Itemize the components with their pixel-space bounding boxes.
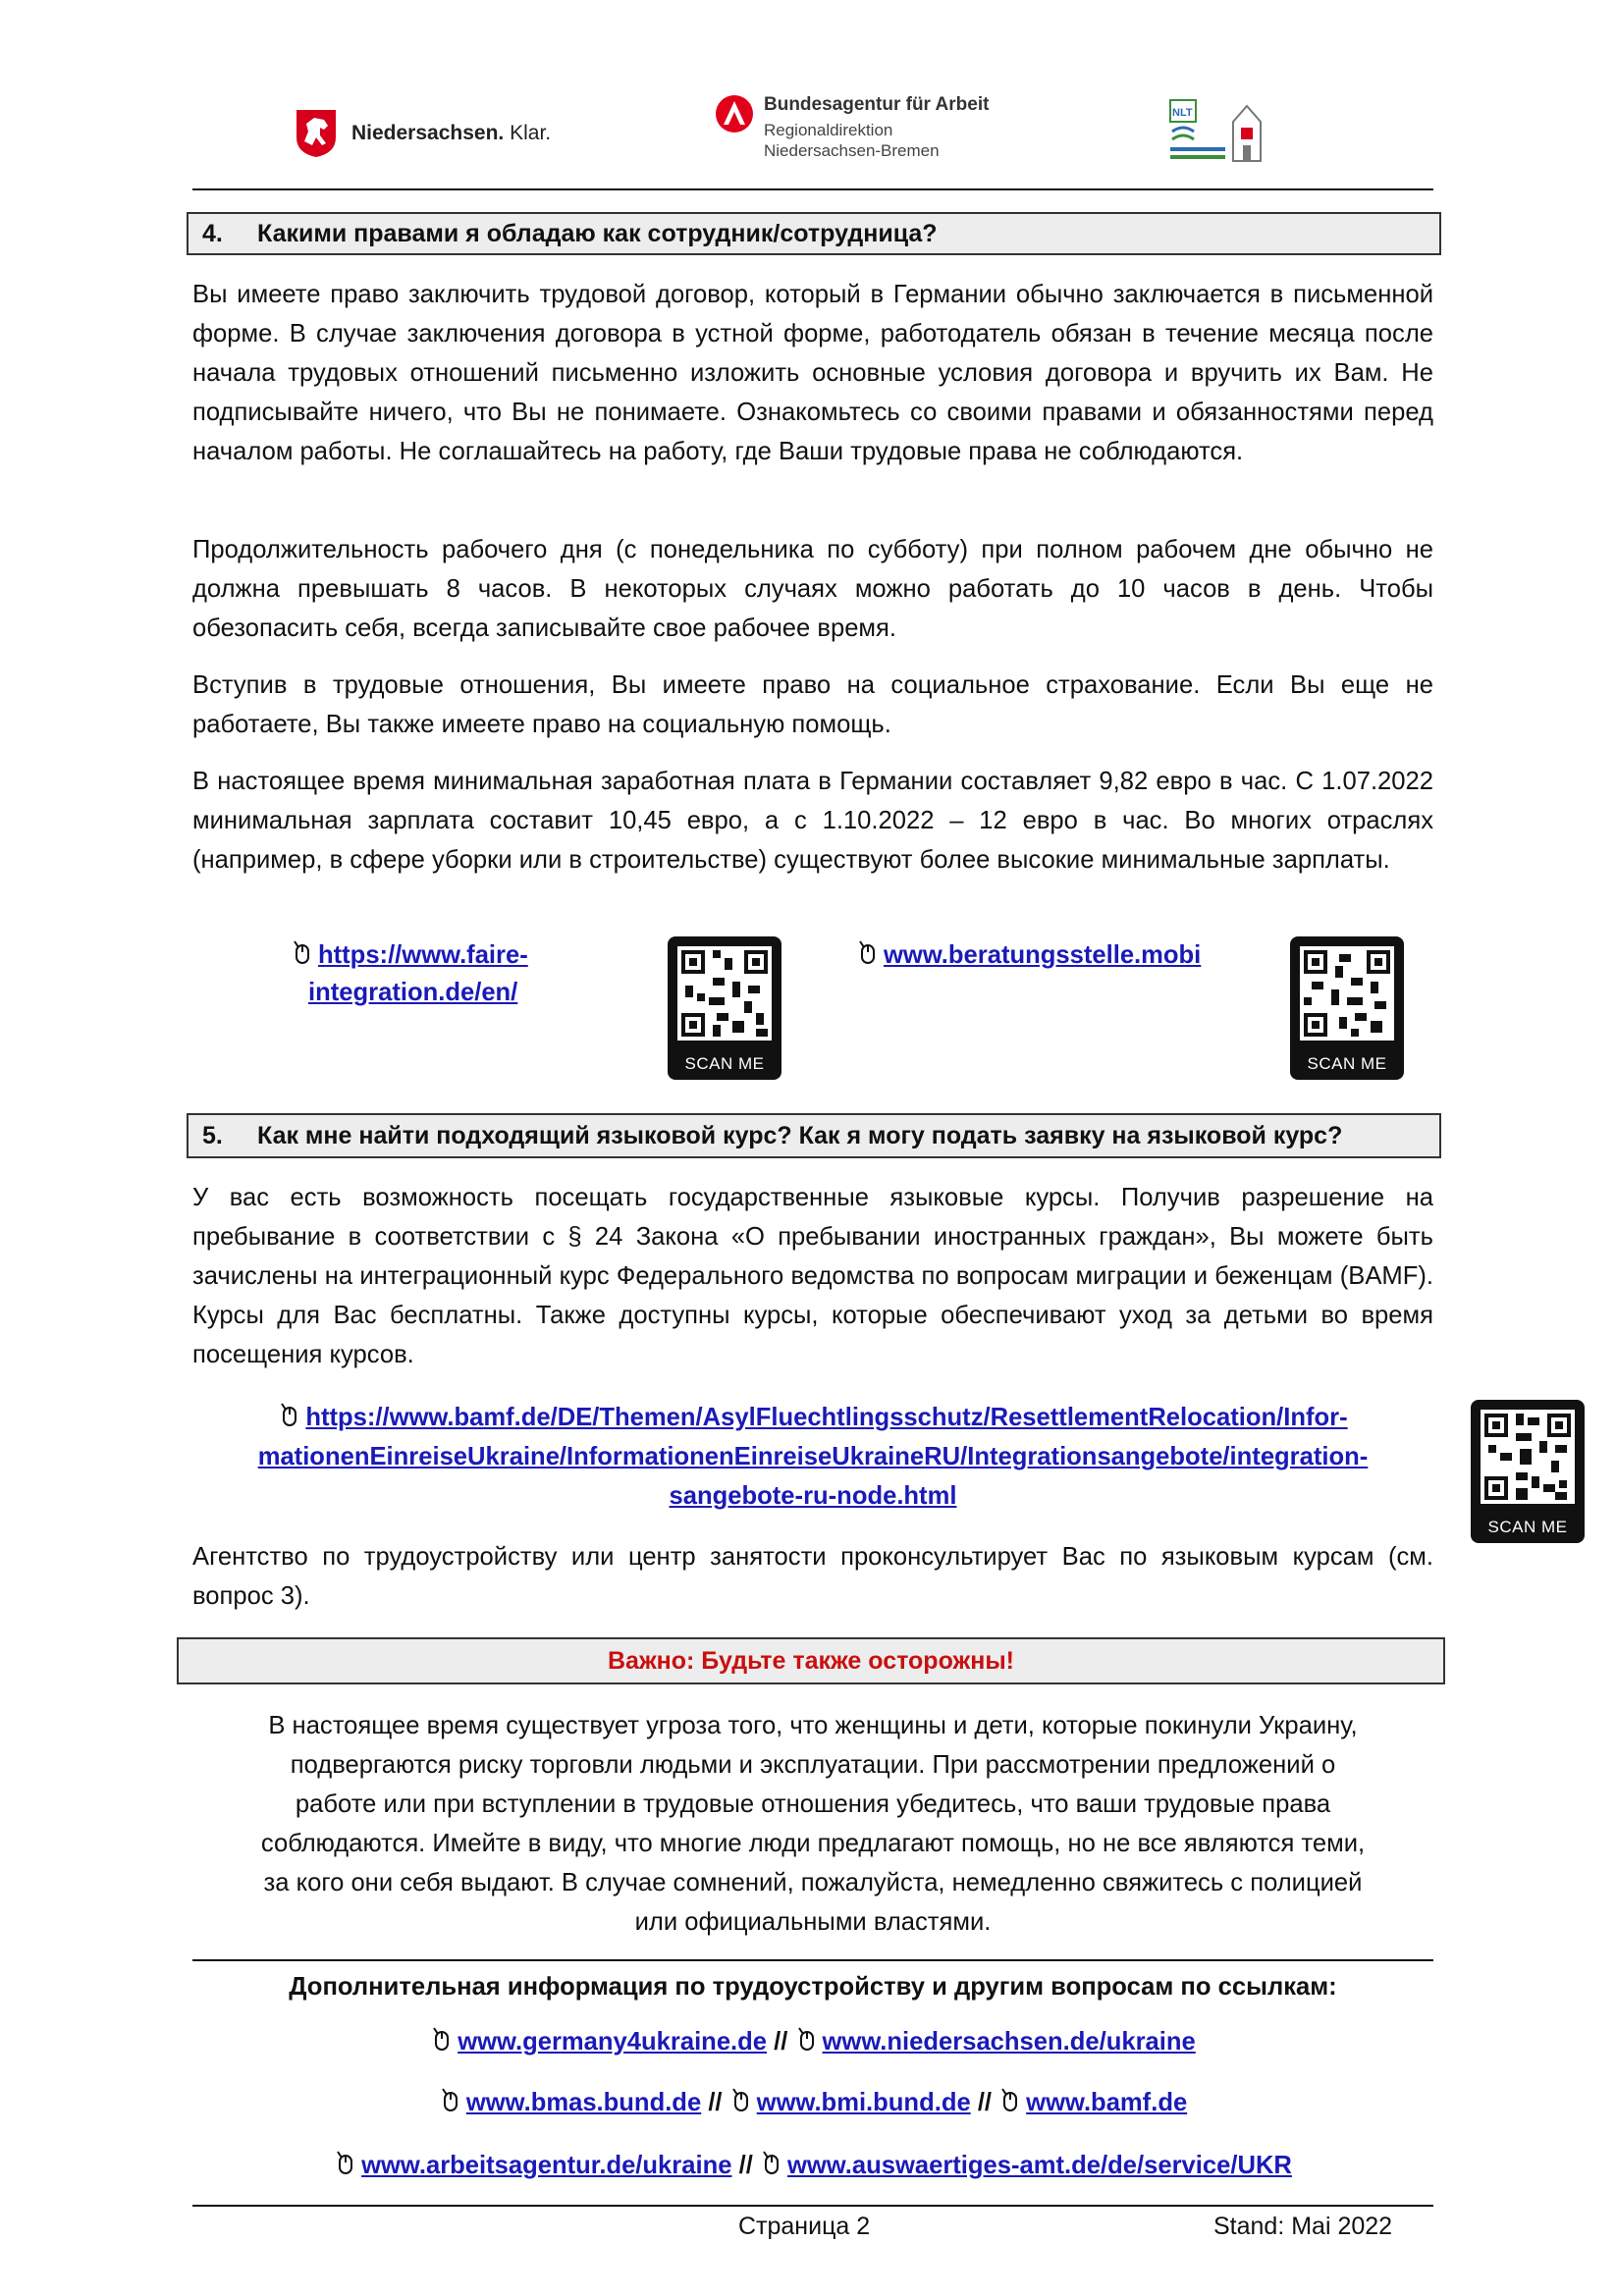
more-info-row-2 — [192, 2083, 1433, 2122]
qr-code-faire-integration[interactable] — [668, 936, 781, 1080]
more-info-rule — [192, 1959, 1433, 1961]
bundesagentur-logo — [715, 94, 989, 161]
bamf-link-block — [192, 1398, 1433, 1516]
section-5-paragraph-2 — [192, 1537, 1433, 1616]
beratungsstelle-link[interactable]: www.beratungsstelle.mobi — [884, 941, 1202, 969]
scan-me-label: SCAN ME — [684, 1054, 765, 1073]
germany4ukraine-link[interactable]: www.germany4ukraine.de — [458, 2028, 768, 2056]
section-4-title: Какими правами я обладаю как сотрудник/сотрудница? — [257, 219, 938, 247]
page-number: Страница 2 — [738, 2213, 871, 2240]
warning-line: соблюдаются. Имейте в виду, что многие люди предлагают помощь, но не все являются теми, — [260, 1830, 1366, 1857]
language-course-text: У вас есть возможность посещать государственные языковые курсы. Получив разрешение на пребывание в соответствии с § 24 Закона «О пребывании иностранных граждан», Вы можете быть зачислены на интеграционный курс Федерального ведомства по вопросам миграции и беженцам (BAMF). Курсы для Вас бесплатны. Также доступны курсы, которые обеспечивают уход за детьми во время посещения курсов. — [192, 1184, 1433, 1368]
bamf-link-line-3[interactable]: sangebote-ru-node.html — [669, 1482, 957, 1510]
stand-date: Stand: Mai 2022 — [1213, 2213, 1393, 2240]
faire-integration-link-2[interactable]: integration.de/en/ — [308, 979, 518, 1006]
auswaertiges-amt-link[interactable]: www.auswaertiges-amt.de/de/service/UKR — [786, 2152, 1292, 2179]
minimum-wage-text: В настоящее время минимальная заработная плата в Германии составляет 9,82 евро в час. С 1.07.2022 минимальная зарплата составит 10,45 евро, а с 1.10.2022 – 12 евро в час. Во многих отраслях (например, в сфере уборки или в строительстве) существуют более высокие минимальные зарплаты. — [192, 768, 1433, 874]
section-4-number: 4. — [202, 219, 223, 247]
niedersachsen-logo — [295, 108, 551, 159]
bmas-link[interactable]: www.bmas.bund.de — [465, 2089, 702, 2116]
bmi-link[interactable]: www.bmi.bund.de — [756, 2089, 971, 2116]
mouse-pointer-icon — [291, 939, 312, 965]
warning-header — [177, 1637, 1445, 1684]
section-4-paragraph-4 — [192, 762, 1433, 880]
more-info-row-3 — [192, 2146, 1433, 2185]
klar-text: Klar. — [510, 122, 552, 144]
mouse-pointer-icon — [439, 2087, 460, 2112]
scan-me-label: SCAN ME — [1487, 1518, 1568, 1536]
qr-pattern-icon — [1300, 946, 1394, 1041]
bamf-link-line-2[interactable]: mationenEinreiseUkraine/InformationenEinreiseUkraineRU/Integrationsangebote/integration- — [257, 1443, 1369, 1470]
arbeitsagentur-link[interactable]: www.arbeitsagentur.de/ukraine — [361, 2152, 732, 2179]
warning-title: Важно: Будьте также осторожны! — [607, 1646, 1015, 1675]
section-5-title: Как мне найти подходящий языковой курс? Как я могу подать заявку на языковой курс? — [257, 1121, 1343, 1149]
separator: // — [774, 2028, 788, 2056]
horse-shield-icon — [295, 108, 338, 159]
separator: // — [977, 2089, 993, 2116]
mouse-pointer-icon — [278, 1402, 299, 1427]
svg-text:NLT: NLT — [1172, 107, 1193, 119]
town-hall-icon — [1229, 102, 1265, 165]
separator: // — [738, 2152, 753, 2179]
warning-line: или официальными властями. — [634, 1908, 992, 1936]
header-rule — [192, 188, 1433, 190]
qr-pattern-icon — [677, 946, 772, 1041]
ba-line1: Regionaldirektion — [764, 121, 893, 139]
ba-logo-icon — [715, 94, 754, 133]
scan-me-label: SCAN ME — [1307, 1054, 1387, 1073]
social-insurance-text: Вступив в трудовые отношения, Вы имеете право на социальное страхование. Если Вы еще не работаете, Вы также имеете право на социальную помощь. — [192, 671, 1433, 738]
mouse-pointer-icon — [729, 2087, 751, 2112]
section-4-paragraph-1 — [192, 275, 1433, 471]
section-4-paragraph-3 — [192, 666, 1433, 744]
section-5-paragraph-1 — [192, 1178, 1433, 1374]
rights-text: Вы имеете право заключить трудовой договор, который в Германии обычно заключается в письменной форме. В случае заключения договора в устной форме, работодатель обязан в течение месяца после начала трудовых отношений письменно изложить основные условия договора и вручить их Вам. Не подписывайте ничего, что Вы не понимаете. Ознакомьтесь со своими правами и обязанностями перед началом работы. Не соглашайтесь на работу, где Ваши трудовые права не соблюдаются. — [192, 281, 1433, 465]
mouse-pointer-icon — [795, 2026, 817, 2052]
nlt-emblem-icon — [1168, 98, 1227, 169]
warning-line: В настоящее время существует угроза того, что женщины и дети, которые покинули Украину, — [268, 1712, 1358, 1739]
warning-line: работе или при вступлении в трудовые отношения убедитесь, что ваши трудовые права — [295, 1790, 1331, 1818]
ba-line2: Niedersachsen-Bremen — [764, 141, 940, 160]
niedersachsen-text: Niedersachsen. — [351, 122, 505, 144]
section-4-paragraph-2 — [192, 530, 1433, 648]
mouse-pointer-icon — [430, 2026, 452, 2052]
qr-code-beratungsstelle[interactable] — [1290, 936, 1404, 1080]
working-hours-text: Продолжительность рабочего дня (с понедельника по субботу) при полном рабочем дне обычно не должна превышать 8 часов. В некоторых случаях можно работать до 10 часов в день. Чтобы обезопасить себя, всегда записывайте свое рабочее время. — [192, 536, 1433, 642]
qr-pattern-icon — [1481, 1410, 1575, 1504]
qr-code-bamf[interactable] — [1471, 1400, 1585, 1543]
niedersachsen-ukraine-link[interactable]: www.niedersachsen.de/ukraine — [822, 2028, 1196, 2056]
footer-rule — [192, 2205, 1433, 2207]
mouse-pointer-icon — [856, 939, 878, 965]
mouse-pointer-icon — [998, 2087, 1020, 2112]
more-info-row-1 — [192, 2022, 1433, 2061]
nlt-logo — [1168, 98, 1265, 169]
separator: // — [708, 2089, 723, 2116]
mouse-pointer-icon — [760, 2150, 781, 2175]
ba-title: Bundesagentur für Arbeit — [764, 94, 990, 115]
section-5-number: 5. — [202, 1121, 223, 1149]
bamf-link-line-1[interactable]: https://www.bamf.de/DE/Themen/AsylFluechtlingsschutz/ResettlementRelocation/Infor- — [305, 1404, 1348, 1431]
faire-integration-link-block — [291, 936, 528, 1011]
warning-text — [192, 1706, 1433, 1942]
section-5-header — [187, 1113, 1441, 1158]
employment-agency-text: Агентство по трудоустройству или центр занятости проконсультирует Вас по языковым курсам (см. вопрос 3). — [192, 1543, 1433, 1610]
mouse-pointer-icon — [334, 2150, 355, 2175]
faire-integration-link-1[interactable]: https://www.faire- — [318, 941, 528, 969]
warning-line: за кого они себя выдают. В случае сомнений, пожалуйста, немедленно свяжитесь с полицией — [263, 1869, 1363, 1896]
section-4-header — [187, 212, 1441, 255]
bamf-short-link[interactable]: www.bamf.de — [1026, 2089, 1188, 2116]
more-info-title: Дополнительная информация по трудоустройству и другим вопросам по ссылкам: — [289, 1973, 1337, 2001]
beratungsstelle-link-block — [856, 936, 1201, 974]
warning-line: подвергаются риску торговли людьми и эксплуатации. При рассмотрении предложений о — [290, 1751, 1336, 1779]
